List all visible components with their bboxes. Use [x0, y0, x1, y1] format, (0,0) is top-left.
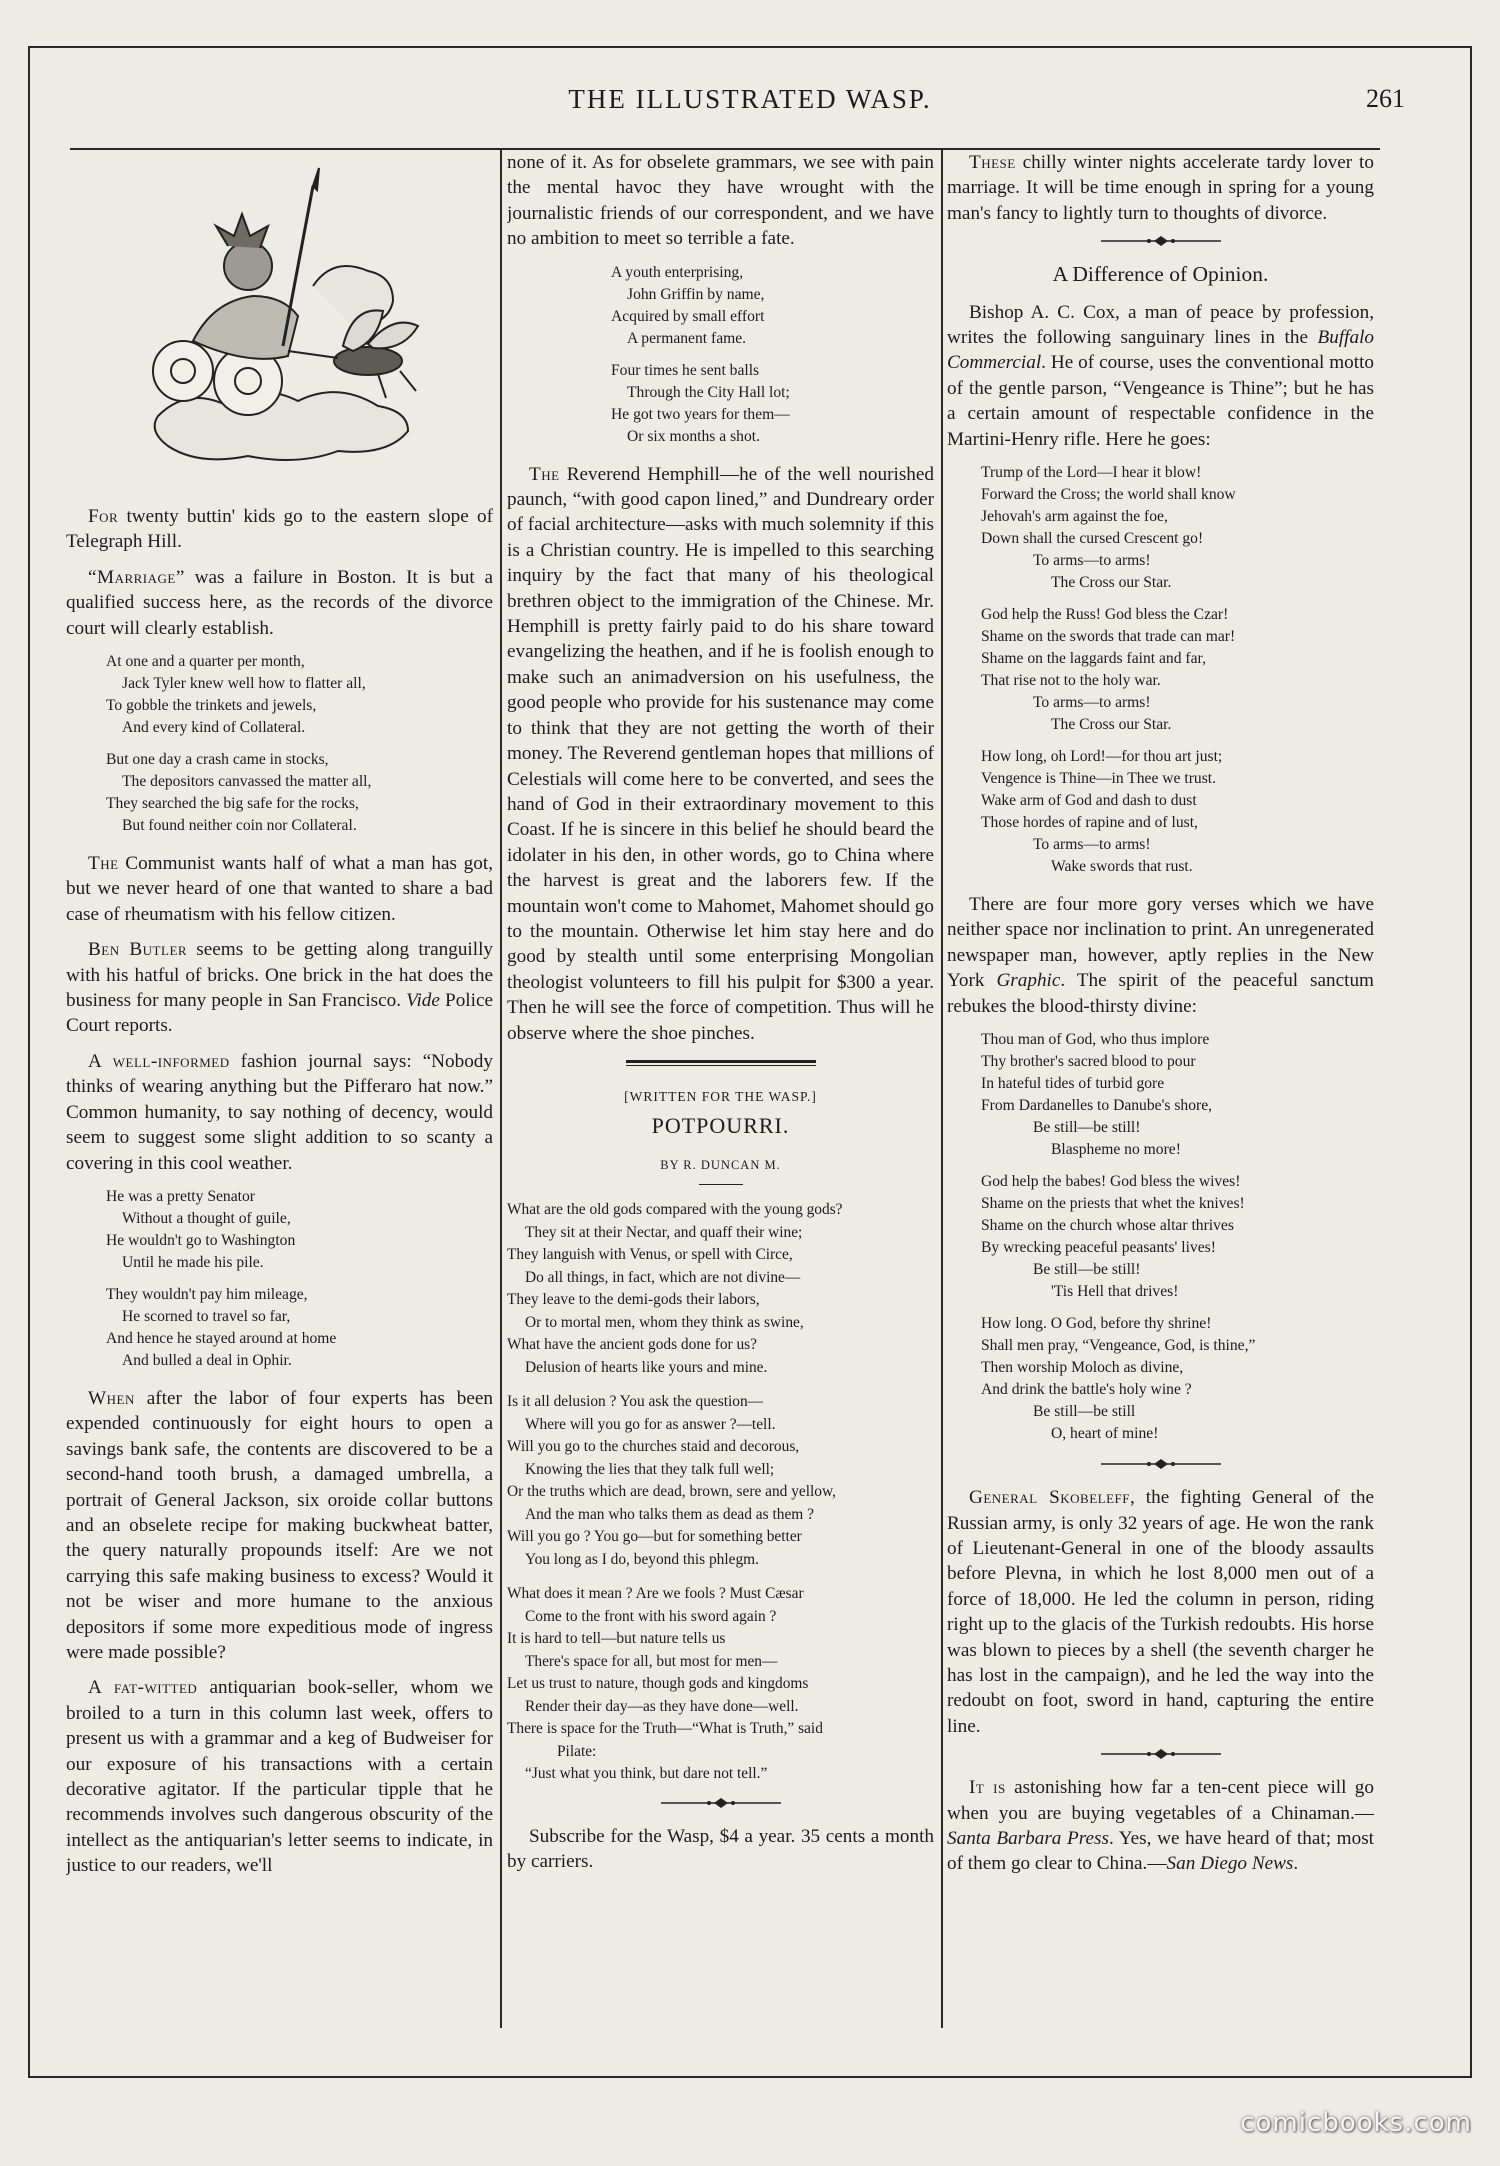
item-winter-nights: These chilly winter nights accelerate tardy lover to marriage. It will be time enough in spring for a young man's fancy to lightly turn to thoughts of divorce.: [947, 152, 1374, 224]
ornament-divider: [947, 1459, 1374, 1469]
item-antiquarian-continued: none of it. As for obselete grammars, we see with pain the mental havoc they have wrought with the journalistic friends of our correspondent, and we have no ambition to meet so terrible a fate.: [507, 152, 934, 250]
written-for-label: [WRITTEN FOR THE WASP.]: [624, 1088, 817, 1104]
double-rule-divider: [626, 1060, 816, 1066]
item-bishop-cox: Bishop A. C. Cox, a man of peace by profession, writes the following sanguinary lines in the Buffalo Commercial. He of course, uses the conventional motto of the gentle parson, “Vengeance is Thine”; but he has a certain amount of respectable confidence in the Martini-Henry rifle. Here he goes:: [947, 301, 1374, 450]
poem-stanza: How long, oh Lord!—for thou art just; Vengence is Thine—in Thee we trust. Wake arm of God and dash to dust Those hordes of rapine and of lust, To arms—to arms! Wake swords that rust.: [981, 748, 1223, 876]
item-ben-butler: Ben Butler seems to be getting along tranguilly with his hatful of bricks. One brick in the hat does the business for many people in San Francisco. Vide Police Court reports.: [66, 939, 493, 1037]
item-gory-verses: There are four more gory verses which we have neither space nor inclination to print. An unregenerated newspaper man, however, aptly replies in the New York Graphic. The spirit of the peaceful sanctum rebukes the blood-thirsty divine:: [947, 894, 1374, 1017]
column-right: [947, 150, 1374, 2026]
poem-potpourri: [507, 1199, 934, 1786]
illustration: [66, 150, 493, 490]
poem-stanza: Trump of the Lord—I hear it blow! Forward the Cross; the world shall know Jehovah's arm against the foe, Down shall the cursed Crescent go! To arms—to arms! The Cross our Star.: [981, 464, 1236, 592]
item-subscribe: Subscribe for the Wasp, $4 a year. 35 cents a month by carriers.: [507, 1825, 934, 1873]
diamond-dash-ornament-icon: [1101, 236, 1221, 246]
poem-stanza: How long. O God, before thy shrine! Shall men pray, “Vengeance, God, is thine,” Then worship Moloch as divine, And drink the battle's holy wine ? Be still—be still O, heart of mine!: [981, 1315, 1256, 1443]
item-communist: The Communist wants half of what a man has got, but we never heard of one that wanted to share a bad case of rheumatism with his fellow citizen.: [66, 853, 493, 925]
item-fashion: A well-informed fashion journal says: “Nobody thinks of wearing anything but the Pifferaro hat now.” Common humanity, to say nothing of decency, would seem to suggest some slight addition to so scanty a covering in this cool weather.: [66, 1050, 493, 1174]
poem-stanza: They wouldn't pay him mileage, He scorned to travel so far, And hence he stayed around at home And bulled a deal in Ophir.: [106, 1285, 337, 1369]
item-hemphill: The Reverend Hemphill—he of the well nourished paunch, “with good capon lined,” and Dundreary order of facial architecture—asks with much solemnity if this is a Christian country. He is impelled to this searching inquiry by the fact that many of his theological brethren object to the immigration of the Chinese. Mr. Hemphill is pretty fairly paid to do his share toward evangelizing the heathen, and if he is foolish enough to make such an animadversion on his usefulness, the good people who provide for his sustenance may come to think that they are not getting the worth of their money. The Reverend gentleman hopes that millions of Celestials will come here to be converted, and sees the hand of God in their extraordinary movement to this Coast. If he is sincere in this belief he should beard the idolater in his den, in other words, go to China where the harvest is great and the laborers few. If the mountain won't come to Mahomet, Mahomet should go to the mountain. Otherwise let him stay here and do good by stealth until some enterprising Mongolian theologist volunteers to fill his pulpit for $300 a year. Then he will see the force of competition. Thus will he observe where the shoe pinches.: [507, 463, 934, 1044]
item-safe: When after the labor of four experts has been expended continuously for eight hours to open a savings bank safe, the contents are discovered to be a second-hand tooth brush, a damaged umbrella, a portrait of General Jackson, six oroide collar buttons and an obselete recipe for making buckwheat batter, the query naturally propounds itself: Are we not carrying this safe making business to excess? Would it not be wiser and more humane to the anxious depositors if some more expeditious mode of ingress were made possible?: [66, 1387, 493, 1663]
poem-stanza: But one day a crash came in stocks, The depositors canvassed the matter all, They searched the big safe for the rocks, But found neither coin nor Collateral.: [106, 751, 372, 835]
heading-difference-of-opinion: A Difference of Opinion.: [1052, 262, 1269, 287]
column-left: [66, 150, 493, 2026]
poem-stanza: At one and a quarter per month, Jack Tyler knew well how to flatter all, To gobble the trinkets and jewels, And every kind of Collateral.: [106, 653, 366, 737]
poem-thou-man-of-god: [981, 1029, 1374, 1445]
poem-stanza: What does it mean ? Are we fools ? Must Cæsar Come to the front with his sword again ? It is hard to tell—but nature tells us There's space for all, but most for men— Let us trust to nature, though gods and kingdoms Render their day—as they have done—well. There is space for the Truth—“What is Truth,” said Pilate: “Just what you think, but dare not tell.”: [507, 1585, 823, 1783]
poem-stanza: God help the Russ! God bless the Czar! Shame on the swords that trade can mar! Shame on the laggards faint and far, That rise not to the holy war. To arms—to arms! The Cross our Star.: [981, 606, 1236, 734]
item-skobeleff: General Skobeleff, the fighting General of the Russian army, is only 32 years of age. He won the rank of Lieutenant-General in one of the bloody assaults before Plevna, in which he lost 8,000 men out of a force of 18,000. He led the column in person, riding right up to the glacis of the Turkish redoubts. His horse was blown to pieces by a shell (the seventh charger he has lost in the campaign), and he led the way into the redoubt on foot, sword in hand, capturing the entire line.: [947, 1487, 1374, 1737]
poem-stanza: Is it all delusion ? You ask the question— Where will you go for as answer ?—tell. Will you go to the churches staid and decorous, Knowing the lies that they talk full well; Or the truths which are dead, brown, sere and yellow, And the man who talks them as dead as them ? Will you go ? You go—but for something better You long as I do, beyond this phlegm.: [507, 1393, 836, 1568]
poem-stanza: What are the old gods compared with the young gods? They sit at their Nectar, and quaff their wine; They languish with Venus, or spell with Circe, Do all things, in fact, which are not divine— They leave to the demi-gods their labors, Or to mortal men, whom they think as swine, What have the ancient gods done for us? Delusion of hearts like yours and mine.: [507, 1201, 843, 1376]
ornament-divider: [947, 1749, 1374, 1759]
site-watermark[interactable]: comicbooks.com: [1240, 2108, 1472, 2138]
item-antiquarian: A fat-witted antiquarian book-seller, whom we broiled to a turn in this column last week, offers to present us with a grammar and a keg of Budweiser for our exposure of his transactions with a certain decorative agitator. If the particular tipple that he recommends involves such dangerous obscurity of the intellect as the antiquarian's letter seems to indicate, in justice to our readers, we'll: [66, 1677, 493, 1877]
item-kids: For twenty buttin' kids go to the eastern slope of Telegraph Hill.: [66, 506, 493, 553]
poem-stanza: A youth enterprising, John Griffin by name, Acquired by small effort A permanent fame.: [611, 263, 765, 347]
cherub-chariot-icon: [138, 166, 428, 466]
poem-stanza: Four times he sent balls Through the City Hall lot; He got two years for them— Or six months a shot.: [611, 361, 790, 445]
column-divider-1: [500, 148, 502, 2028]
diamond-dash-ornament-icon: [1101, 1459, 1221, 1469]
short-rule: [699, 1184, 743, 1185]
masthead-title: THE ILLUSTRATED WASP.: [568, 84, 932, 114]
diamond-dash-ornament-icon: [661, 1798, 781, 1808]
ornament-divider: [507, 1798, 934, 1808]
potpourri-byline: BY R. DUNCAN M.: [660, 1157, 781, 1172]
page-number: 261: [1366, 84, 1405, 113]
potpourri-title: POTPOURRI.: [651, 1113, 790, 1139]
poem-john-griffin: [611, 262, 934, 448]
poem-senator: [106, 1186, 493, 1372]
item-ten-cent-piece: It is astonishing how far a ten-cent piece will go when you are buying vegetables of a Chinaman.—Santa Barbara Press. Yes, we have heard of that; most of them go clear to China.—San Diego News.: [947, 1777, 1374, 1875]
ornament-divider: [947, 236, 1374, 246]
poem-trump-of-the-lord: [981, 462, 1374, 878]
column-divider-2: [941, 148, 943, 2028]
item-marriage: “Marriage” was a failure in Boston. It is but a qualified success here, as the records of the divorce court will clearly establish.: [66, 566, 493, 639]
column-middle: [507, 150, 934, 2026]
poem-stanza: Thou man of God, who thus implore Thy brother's sacred blood to pour In hateful tides of turbid gore From Dardanelles to Danube's shore, Be still—be still! Blaspheme no more!: [981, 1031, 1213, 1159]
poem-stanza: God help the babes! God bless the wives! Shame on the priests that whet the knives! Shame on the church whose altar thrives By wrecking peaceful peasants' lives! Be still—be still! 'Tis Hell that drives!: [981, 1173, 1245, 1301]
poem-jack-tyler: [106, 651, 493, 837]
diamond-dash-ornament-icon: [1101, 1749, 1221, 1759]
poem-stanza: He was a pretty Senator Without a thought of guile, He wouldn't go to Washington Until he made his pile.: [106, 1187, 296, 1271]
